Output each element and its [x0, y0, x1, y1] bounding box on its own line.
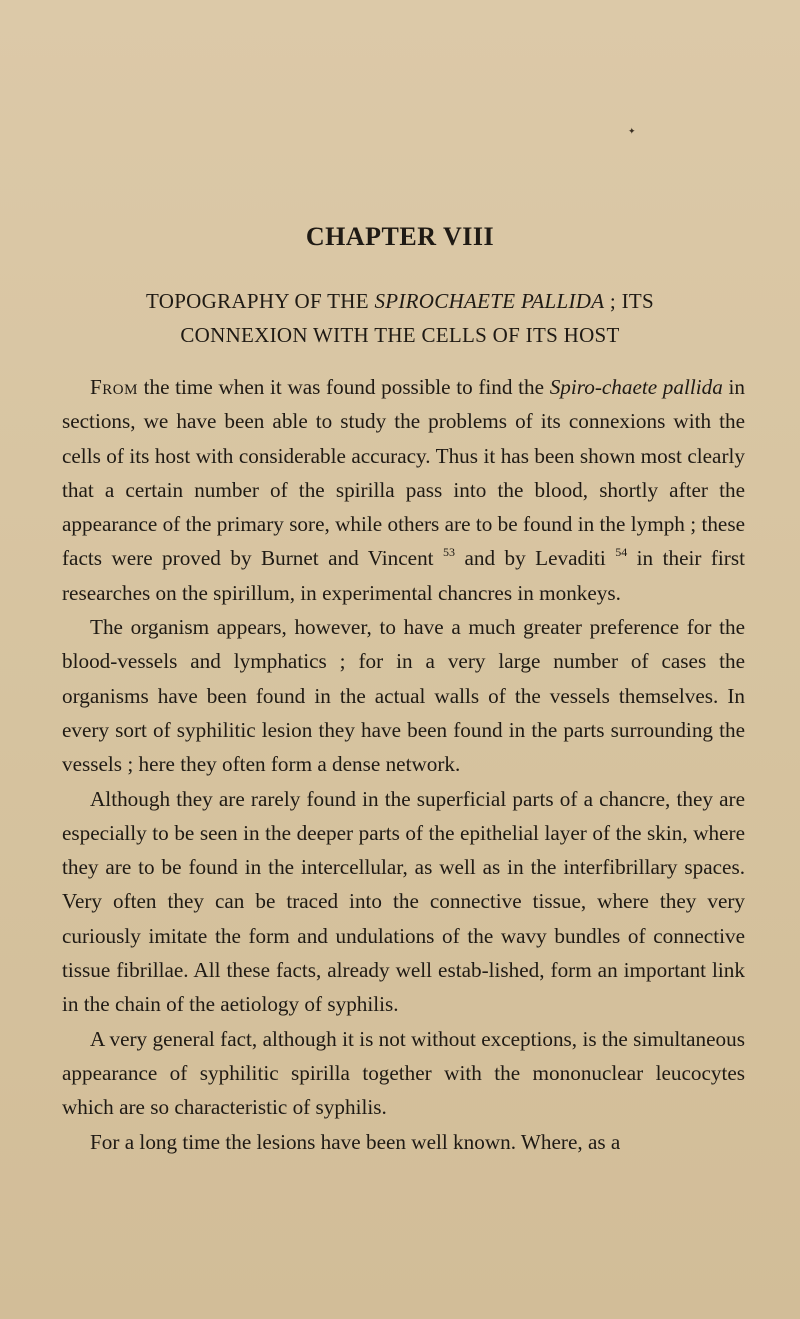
paragraph-4: A very general fact, although it is not without exceptions, is the simultaneous appearance of syphilitic spirilla together with the mononuclear leucocytes which are so characteristic of syphilis.: [62, 1026, 745, 1120]
chapter-title: [70, 284, 730, 352]
title-part-1: TOPOGRAPHY OF THE: [145, 289, 375, 313]
paragraph-1: [62, 370, 745, 610]
p1-text-2: in sections, we have been able to study the problems of its connexions with the cells of its host with considerable accuracy. Thus it has been shown most clearly that a certain number of the spirilla pass into the blood, shortly after the appearance of the primary sore, while others are to be found in the lymph ; these facts were proved by Burnet and Vincent: [62, 375, 745, 571]
chapter-title-line-2: CONNEXION WITH THE CELLS OF ITS HOST: [180, 323, 620, 347]
paragraph-3: Although they are rarely found in the superficial parts of a chancre, they are especially to be seen in the deeper parts of the epithelial layer of the skin, where they are to be found in the intercellular, as well as in the interfibrillary spaces. Very often they can be traced into the connective tissue, where they very curiously imitate the form and undulations of the wavy bundles of connective tissue fibrillae. All these facts, already well estab-lished, form an important link in the chain of the aetiology of syphilis.: [62, 786, 745, 1017]
footnote-ref-53: 53: [443, 545, 456, 560]
paragraph-2: The organism appears, however, to have a much greater preference for the blood-vessels and lymphatics ; for in a very large number of cases the organisms have been found in the actual walls of the vessels themselves. In every sort of syphilitic lesion they have been found in the parts surrounding the vessels ; here they often form a dense network.: [62, 615, 745, 777]
footnote-ref-54: 54: [615, 545, 628, 560]
paragraph-5: For a long time the lesions have been well known. Where, as a: [90, 1129, 621, 1154]
p1-italic-term: Spiro-chaete pallida: [549, 375, 723, 399]
title-italic: SPIROCHAETE PALLIDA: [374, 289, 605, 313]
chapter-heading: CHAPTER VIII: [305, 222, 495, 251]
chapter-title-line-1: [70, 284, 730, 318]
paragraph-lead-word: From: [90, 375, 138, 399]
printer-mark: ✦: [628, 126, 636, 136]
p1-text-3: and by Levaditi: [455, 546, 616, 571]
p1-text-1: the time when it was found possible to find the: [137, 375, 550, 399]
p1-text-4: in their first researches on the spirillum, in experimental chancres in monkeys.: [62, 546, 745, 605]
body-text: [62, 370, 745, 1159]
title-part-2: ; ITS: [604, 289, 654, 313]
